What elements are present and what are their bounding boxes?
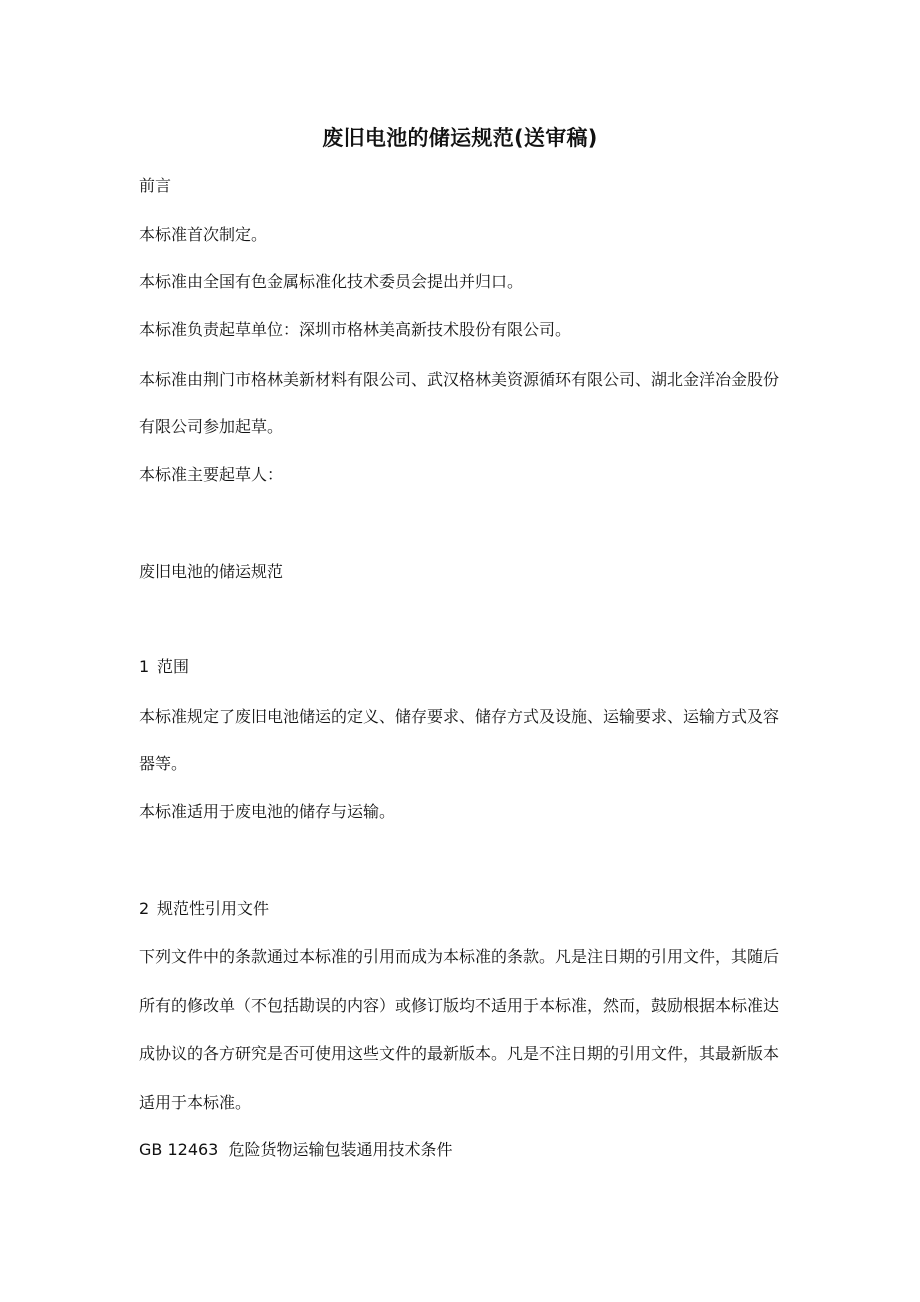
- section-1-paragraph: 器等。: [139, 754, 188, 773]
- section-number: 2: [139, 899, 150, 918]
- section-1-paragraph: 本标准规定了废旧电池储运的定义、储存要求、储存方式及设施、运输要求、运输方式及容: [139, 707, 780, 726]
- foreword-line: 本标准由荆门市格林美新材料有限公司、武汉格林美资源循环有限公司、湖北金洋冶金股份: [139, 370, 780, 389]
- reference-item: GB 12463 危险货物运输包装通用技术条件: [139, 1140, 453, 1159]
- foreword-line: 本标准主要起草人：: [139, 465, 284, 484]
- standard-name: 废旧电池的储运规范: [139, 562, 284, 581]
- section-2-heading: [139, 898, 269, 920]
- foreword-line: 有限公司参加起草。: [139, 417, 284, 436]
- document-title: 废旧电池的储运规范(送审稿): [322, 126, 598, 150]
- section-title: 范围: [157, 657, 190, 676]
- section-title: 规范性引用文件: [157, 899, 270, 918]
- section-2-paragraph: 适用于本标准。: [139, 1093, 252, 1112]
- foreword-heading: 前言: [139, 176, 172, 195]
- section-number: 1: [139, 657, 150, 676]
- section-2-paragraph: 所有的修改单（不包括勘误的内容）或修订版均不适用于本标准，然而，鼓励根据本标准达: [139, 996, 780, 1015]
- section-2-paragraph: 成协议的各方研究是否可使用这些文件的最新版本。凡是不注日期的引用文件，其最新版本: [139, 1044, 780, 1063]
- section-1-paragraph: 本标准适用于废电池的储存与运输。: [139, 802, 396, 821]
- foreword-line: 本标准由全国有色金属标准化技术委员会提出并归口。: [139, 272, 524, 291]
- section-1-heading: [139, 656, 189, 678]
- foreword-line: 本标准负责起草单位：深圳市格林美高新技术股份有限公司。: [139, 320, 572, 339]
- section-2-paragraph: 下列文件中的条款通过本标准的引用而成为本标准的条款。凡是注日期的引用文件，其随后: [139, 947, 780, 966]
- foreword-line: 本标准首次制定。: [139, 225, 268, 244]
